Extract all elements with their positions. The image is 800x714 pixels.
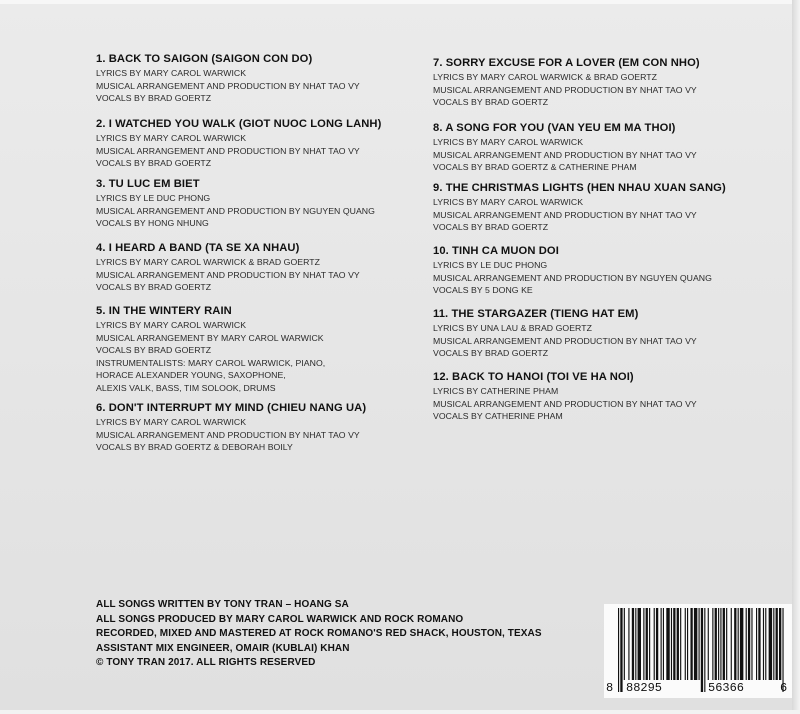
barcode-bar [765, 608, 766, 680]
track-vocals-credit: VOCALS BY CATHERINE PHAM [433, 411, 563, 421]
barcode-bar [654, 608, 655, 680]
track-vocals-credit: VOCALS BY BRAD GOERTZ [96, 282, 212, 292]
track-lyrics-credit: LYRICS BY LE DUC PHONG [96, 193, 211, 203]
barcode-bar [782, 608, 783, 692]
producer-credit: ALL SONGS PRODUCED BY MARY CAROL WARWICK AND ROCK ROMANO [96, 613, 464, 625]
barcode-bar [763, 608, 764, 680]
barcode-bar [758, 608, 760, 680]
barcode-bar [635, 608, 636, 680]
barcode-bar [704, 608, 705, 692]
barcode-bar [715, 608, 717, 680]
track-5 [96, 304, 416, 401]
track-4 [96, 241, 416, 304]
track-1 [96, 52, 416, 117]
track-title: 4. I HEARD A BAND (TA SE XA NHAU) [96, 242, 300, 254]
track-lyrics-credit: LYRICS BY MARY CAROL WARWICK & BRAD GOERTZ [96, 257, 320, 267]
barcode-bar [694, 608, 697, 680]
barcode-bar [620, 608, 622, 692]
barcode-bar [628, 608, 629, 680]
track-title: 10. TINH CA MUON DOI [433, 245, 559, 257]
barcode-bar [720, 608, 721, 680]
barcode-bar [666, 608, 669, 680]
barcode-bar [738, 608, 739, 680]
barcode-bar [624, 608, 625, 680]
barcode [604, 604, 792, 698]
barcode-bar [748, 608, 750, 680]
barcode-digit-first: 8 [606, 681, 614, 695]
barcode-bar [671, 608, 672, 680]
track-arrangement-credit: MUSICAL ARRANGEMENT AND PRODUCTION BY NHAT TAO VY [96, 429, 360, 440]
track-arrangement-credit: MUSICAL ARRANGEMENT AND PRODUCTION BY NHAT TAO VY [433, 84, 697, 95]
barcode-bar [685, 608, 686, 680]
track-arrangement-credit: MUSICAL ARRANGEMENT AND PRODUCTION BY NHAT TAO VY [433, 149, 697, 160]
track-arrangement-credit: MUSICAL ARRANGEMENT AND PRODUCTION BY NHAT TAO VY [96, 145, 360, 156]
barcode-bar [701, 608, 703, 692]
track-title: 9. THE CHRISTMAS LIGHTS (HEN NHAU XUAN SANG) [433, 182, 726, 194]
track-title: 2. I WATCHED YOU WALK (GIOT NUOC LONG LANH) [96, 118, 382, 130]
barcode-bar [756, 608, 757, 680]
track-lyrics-credit: LYRICS BY MARY CAROL WARWICK [96, 68, 247, 78]
assistant-engineer-credit: ASSISTANT MIX ENGINEER, OMAIR (KUBLAI) KHAN [96, 642, 350, 654]
songwriter-credit: ALL SONGS WRITTEN BY TONY TRAN – HOANG SA [96, 599, 349, 610]
barcode-bar [638, 608, 641, 680]
barcode-bar [643, 608, 644, 680]
track-instrumentalists-credit: HORACE ALEXANDER YOUNG, SAXOPHONE, [96, 370, 286, 380]
track-arrangement-credit: MUSICAL ARRANGEMENT AND PRODUCTION BY NGUYEN QUANG [433, 272, 712, 283]
barcode-bar [673, 608, 675, 680]
barcode-bar [656, 608, 658, 680]
barcode-bar [680, 608, 681, 680]
barcode-bar [649, 608, 650, 680]
track-11 [433, 307, 773, 370]
barcode-bar [779, 608, 781, 680]
barcode-bar [677, 608, 679, 680]
barcode-bar [726, 608, 727, 680]
track-lyrics-credit: LYRICS BY CATHERINE PHAM [433, 386, 559, 396]
track-vocals-credit: VOCALS BY BRAD GOERTZ [96, 158, 212, 168]
track-vocals-credit: VOCALS BY BRAD GOERTZ [433, 222, 549, 232]
track-instrumentalists-credit: INSTRUMENTALISTS: MARY CAROL WARWICK, PIANO, [96, 357, 326, 368]
track-title: 11. THE STARGAZER (TIENG HAT EM) [433, 308, 639, 320]
barcode-bar [731, 608, 732, 680]
track-arrangement-credit: MUSICAL ARRANGEMENT AND PRODUCTION BY NHAT TAO VY [96, 80, 360, 91]
track-7 [433, 56, 773, 121]
track-vocals-credit: VOCALS BY 5 DONG KE [433, 285, 533, 295]
track-title: 3. TU LUC EM BIET [96, 178, 200, 190]
barcode-bar [646, 608, 648, 680]
track-arrangement-credit: MUSICAL ARRANGEMENT AND PRODUCTION BY NHAT TAO VY [96, 269, 360, 280]
track-lyrics-credit: LYRICS BY MARY CAROL WARWICK [96, 320, 247, 330]
track-title: 1. BACK TO SAIGON (SAIGON CON DO) [96, 53, 313, 65]
track-arrangement-credit: MUSICAL ARRANGEMENT BY MARY CAROL WARWICK [96, 332, 324, 343]
track-title: 7. SORRY EXCUSE FOR A LOVER (EM CON NHO) [433, 57, 700, 69]
track-vocals-credit: VOCALS BY BRAD GOERTZ & DEBORAH BOILY [96, 442, 293, 452]
barcode-bar [746, 608, 747, 680]
track-12 [433, 370, 773, 423]
track-title: 6. DON'T INTERRUPT MY MIND (CHIEU NANG UA) [96, 402, 367, 414]
tracklist-right-column [433, 56, 773, 423]
barcode-bar [690, 608, 692, 680]
sleeve-edge-right [792, 0, 800, 714]
track-lyrics-credit: LYRICS BY UNA LAU & BRAD GOERTZ [433, 323, 592, 333]
barcode-digit-last: 6 [780, 681, 788, 695]
track-lyrics-credit: LYRICS BY MARY CAROL WARWICK [96, 417, 247, 427]
track-title: 8. A SONG FOR YOU (VAN YEU EM MA THOI) [433, 122, 676, 134]
barcode-bar [776, 608, 778, 680]
track-8 [433, 121, 773, 181]
track-arrangement-credit: MUSICAL ARRANGEMENT AND PRODUCTION BY NHAT TAO VY [433, 398, 697, 409]
track-lyrics-credit: LYRICS BY MARY CAROL WARWICK [433, 197, 584, 207]
barcode-bar [734, 608, 736, 680]
barcode-bar [769, 608, 772, 680]
album-credits [96, 598, 616, 671]
copyright-notice: © TONY TRAN 2017. ALL RIGHTS RESERVED [96, 657, 316, 668]
track-lyrics-credit: LYRICS BY MARY CAROL WARWICK [433, 137, 584, 147]
sleeve-edge-bottom [0, 710, 800, 714]
track-instrumentalists-credit: ALEXIS VALK, BASS, TIM SOLOOK, DRUMS [96, 382, 276, 393]
track-arrangement-credit: MUSICAL ARRANGEMENT AND PRODUCTION BY NHAT TAO VY [433, 335, 697, 346]
barcode-bar [723, 608, 725, 680]
track-vocals-credit: VOCALS BY HONG NHUNG [96, 218, 209, 228]
barcode-bar [708, 608, 709, 680]
track-vocals-credit: VOCALS BY BRAD GOERTZ [433, 97, 549, 107]
barcode-digits-left: 88295 [626, 681, 663, 695]
track-vocals-credit: VOCALS BY BRAD GOERTZ [96, 93, 212, 103]
track-title: 5. IN THE WINTERY RAIN [96, 305, 232, 317]
track-9 [433, 181, 773, 244]
track-2 [96, 117, 416, 177]
tracklist-left-column [96, 52, 416, 454]
track-lyrics-credit: LYRICS BY MARY CAROL WARWICK [96, 133, 247, 143]
barcode-bar [661, 608, 662, 680]
track-arrangement-credit: MUSICAL ARRANGEMENT AND PRODUCTION BY NHAT TAO VY [433, 209, 697, 220]
barcode-bar [663, 608, 664, 680]
barcode-bar [751, 608, 752, 680]
track-vocals-credit: VOCALS BY BRAD GOERTZ & CATHERINE PHAM [433, 162, 637, 172]
barcode-digits-right: 56366 [708, 681, 745, 695]
recording-credit: RECORDED, MIXED AND MASTERED AT ROCK ROMANO'S RED SHACK, HOUSTON, TEXAS [96, 628, 542, 639]
barcode-bar [699, 608, 700, 680]
barcode-bar [712, 608, 713, 680]
track-vocals-credit: VOCALS BY BRAD GOERTZ [96, 345, 212, 355]
track-6 [96, 401, 416, 454]
track-vocals-credit: VOCALS BY BRAD GOERTZ [433, 348, 549, 358]
barcode-bar [632, 608, 634, 680]
track-lyrics-credit: LYRICS BY LE DUC PHONG [433, 260, 548, 270]
track-title: 12. BACK TO HANOI (TOI VE HA NOI) [433, 371, 634, 383]
track-arrangement-credit: MUSICAL ARRANGEMENT AND PRODUCTION BY NGUYEN QUANG [96, 205, 375, 216]
barcode-bar [687, 608, 688, 680]
barcode-bar [718, 608, 719, 680]
barcode-bar [618, 608, 619, 692]
track-10 [433, 244, 773, 307]
barcode-bar [740, 608, 743, 680]
track-3 [96, 177, 416, 241]
barcode-bar [773, 608, 774, 680]
sleeve-edge-top [0, 0, 800, 4]
track-lyrics-credit: LYRICS BY MARY CAROL WARWICK & BRAD GOERTZ [433, 72, 657, 82]
